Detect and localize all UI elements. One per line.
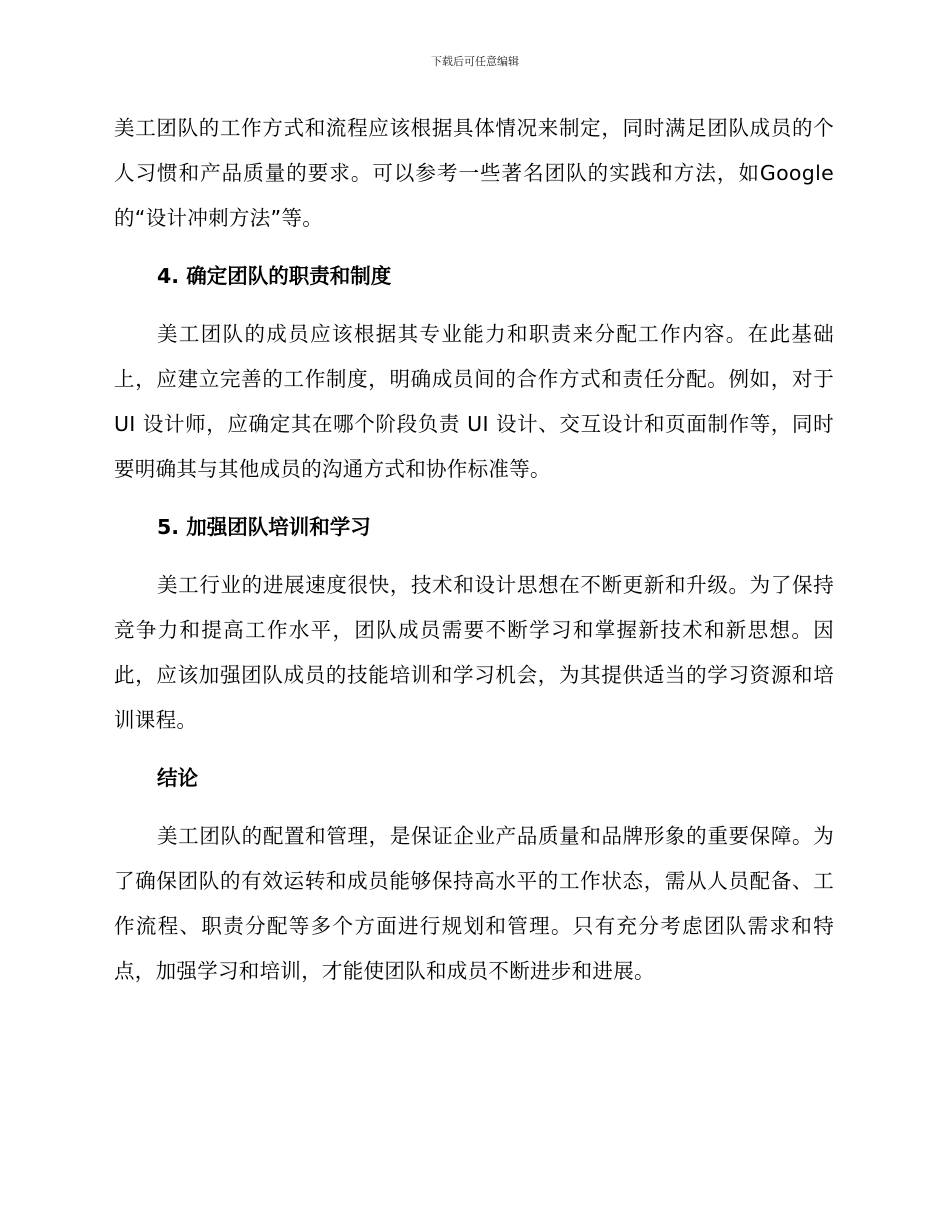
section-5-heading: 5. 加强团队培训和学习 [157,515,371,539]
section-4-paragraph: 美工团队的成员应该根据其专业能力和职责来分配工作内容。在此基础上，应建立完善的工作制度，明确成员间的合作方式和责任分配。例如，对于 UI 设计师，应确定其在哪个阶段负责 UI 设计、交互设计和页面制作等，同时要明确其与其他成员的沟通方式和协作标准等。 [114,322,834,481]
page-header-note: 下载后可任意编辑 [431,55,519,68]
section-5-paragraph: 美工行业的进展速度很快，技术和设计思想在不断更新和升级。为了保持竞争力和提高工作水平，团队成员需要不断学习和掌握新技术和新思想。因此，应该加强团队成员的技能培训和学习机会，为其提供适当的学习资源和培训课程。 [114,573,834,732]
conclusion-heading: 结论 [157,766,198,790]
conclusion-paragraph: 美工团队的配置和管理，是保证企业产品质量和品牌形象的重要保障。为了确保团队的有效运转和成员能够保持高水平的工作状态，需从人员配备、工作流程、职责分配等多个方面进行规划和管理。只有充分考虑团队需求和特点，加强学习和培训，才能使团队和成员不断进步和进展。 [114,824,834,983]
document-body [114,106,834,994]
intro-paragraph: 美工团队的工作方式和流程应该根据具体情况来制定，同时满足团队成员的个人习惯和产品质量的要求。可以参考一些著名团队的实践和方法，如Google 的“设计冲刺方法”等。 [114,116,834,230]
section-4-heading: 4. 确定团队的职责和制度 [157,264,392,288]
